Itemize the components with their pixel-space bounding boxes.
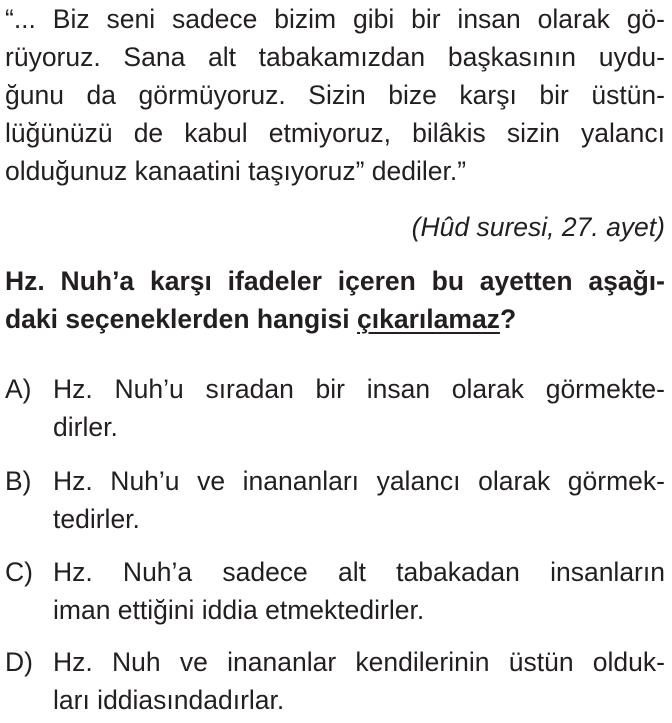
- verse-source: (Hûd suresi, 27. ayet): [411, 212, 665, 242]
- option-line: dirler.: [53, 412, 118, 442]
- quote-line: olduğunuz kanaatini taşıyoruz” dediler.”: [5, 156, 467, 186]
- option-letter: D): [5, 647, 33, 677]
- verse-quote: [5, 0, 665, 190]
- question-line: [5, 300, 665, 338]
- question-stem: [5, 262, 665, 338]
- question-mark: ?: [499, 304, 517, 334]
- emphasis-underlined: çıkarılamaz: [357, 304, 500, 334]
- option-line: Hz. Nuh’u ve inananları yalancı olarak görmek-: [53, 466, 665, 496]
- option-letter: C): [5, 557, 33, 587]
- quote-line: lüğünüzü de kabul etmiyoruz, bilâkis sizin yalancı: [5, 118, 665, 148]
- option-letter: A): [5, 374, 32, 404]
- option-letter: B): [5, 466, 32, 496]
- option-text: [53, 643, 665, 719]
- option-text: [53, 553, 665, 629]
- quote-line: ğunu da görmüyoruz. Sizin bize karşı bir üstün-: [5, 80, 665, 110]
- question-line: Hz. Nuh’a karşı ifadeler içeren bu ayetten aşağı-: [5, 266, 665, 296]
- option-line: iman ettiğini iddia etmektedirler.: [53, 595, 425, 625]
- option-text: [53, 370, 665, 446]
- option-line: Hz. Nuh’u sıradan bir insan olarak görmekte-: [53, 374, 665, 404]
- option-line: tedirler.: [53, 504, 140, 534]
- quote-line: “... Biz seni sadece bizim gibi bir insan olarak gö-: [5, 4, 665, 34]
- question-text: daki seçeneklerden hangisi: [5, 304, 358, 334]
- option-line: Hz. Nuh ve inananlar kendilerinin üstün olduk-: [53, 647, 665, 677]
- option-text: [53, 462, 665, 538]
- option-line: ları iddiasındadırlar.: [53, 685, 285, 715]
- option-line: Hz. Nuh’a sadece alt tabakadan insanların: [53, 557, 665, 587]
- quote-line: rüyoruz. Sana alt tabakamızdan başkasının uydu-: [5, 42, 665, 72]
